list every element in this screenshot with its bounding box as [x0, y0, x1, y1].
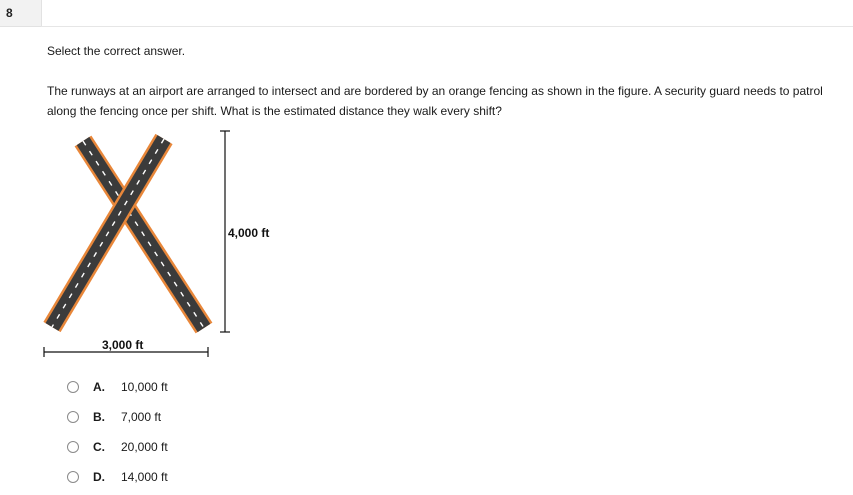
answer-choices [67, 372, 168, 492]
choice-d[interactable] [67, 462, 168, 492]
question-number-box [0, 0, 42, 27]
height-label: 4,000 ft [228, 226, 270, 240]
choice-text-b: 7,000 ft [121, 410, 162, 424]
question-instruction: Select the correct answer. [47, 44, 186, 58]
question-number: 8 [6, 6, 13, 20]
choice-c[interactable] [67, 432, 168, 462]
runway-figure [38, 125, 270, 370]
radio-button-d[interactable] [67, 471, 79, 483]
radio-button-b[interactable] [67, 411, 79, 423]
choice-letter-c: C. [93, 440, 105, 454]
radio-button-c[interactable] [67, 441, 79, 453]
width-label: 3,000 ft [102, 338, 144, 352]
question-prompt: The runways at an airport are arranged to intersect and are bordered by an orange fencing as shown in the figure. A security guard needs to patrol along the fencing once per shift. What is the estimated distance they walk every shift? [47, 84, 823, 118]
radio-button-a[interactable] [67, 381, 79, 393]
choice-text-c: 20,000 ft [121, 440, 168, 454]
choice-text-d: 14,000 ft [121, 470, 168, 484]
header-divider [41, 26, 853, 27]
runway-diagram [38, 125, 248, 370]
choice-letter-b: B. [93, 410, 105, 424]
choice-text-a: 10,000 ft [121, 380, 168, 394]
choice-letter-d: D. [93, 470, 105, 484]
choice-b[interactable] [67, 402, 168, 432]
choice-a[interactable] [67, 372, 168, 402]
choice-letter-a: A. [93, 380, 105, 394]
